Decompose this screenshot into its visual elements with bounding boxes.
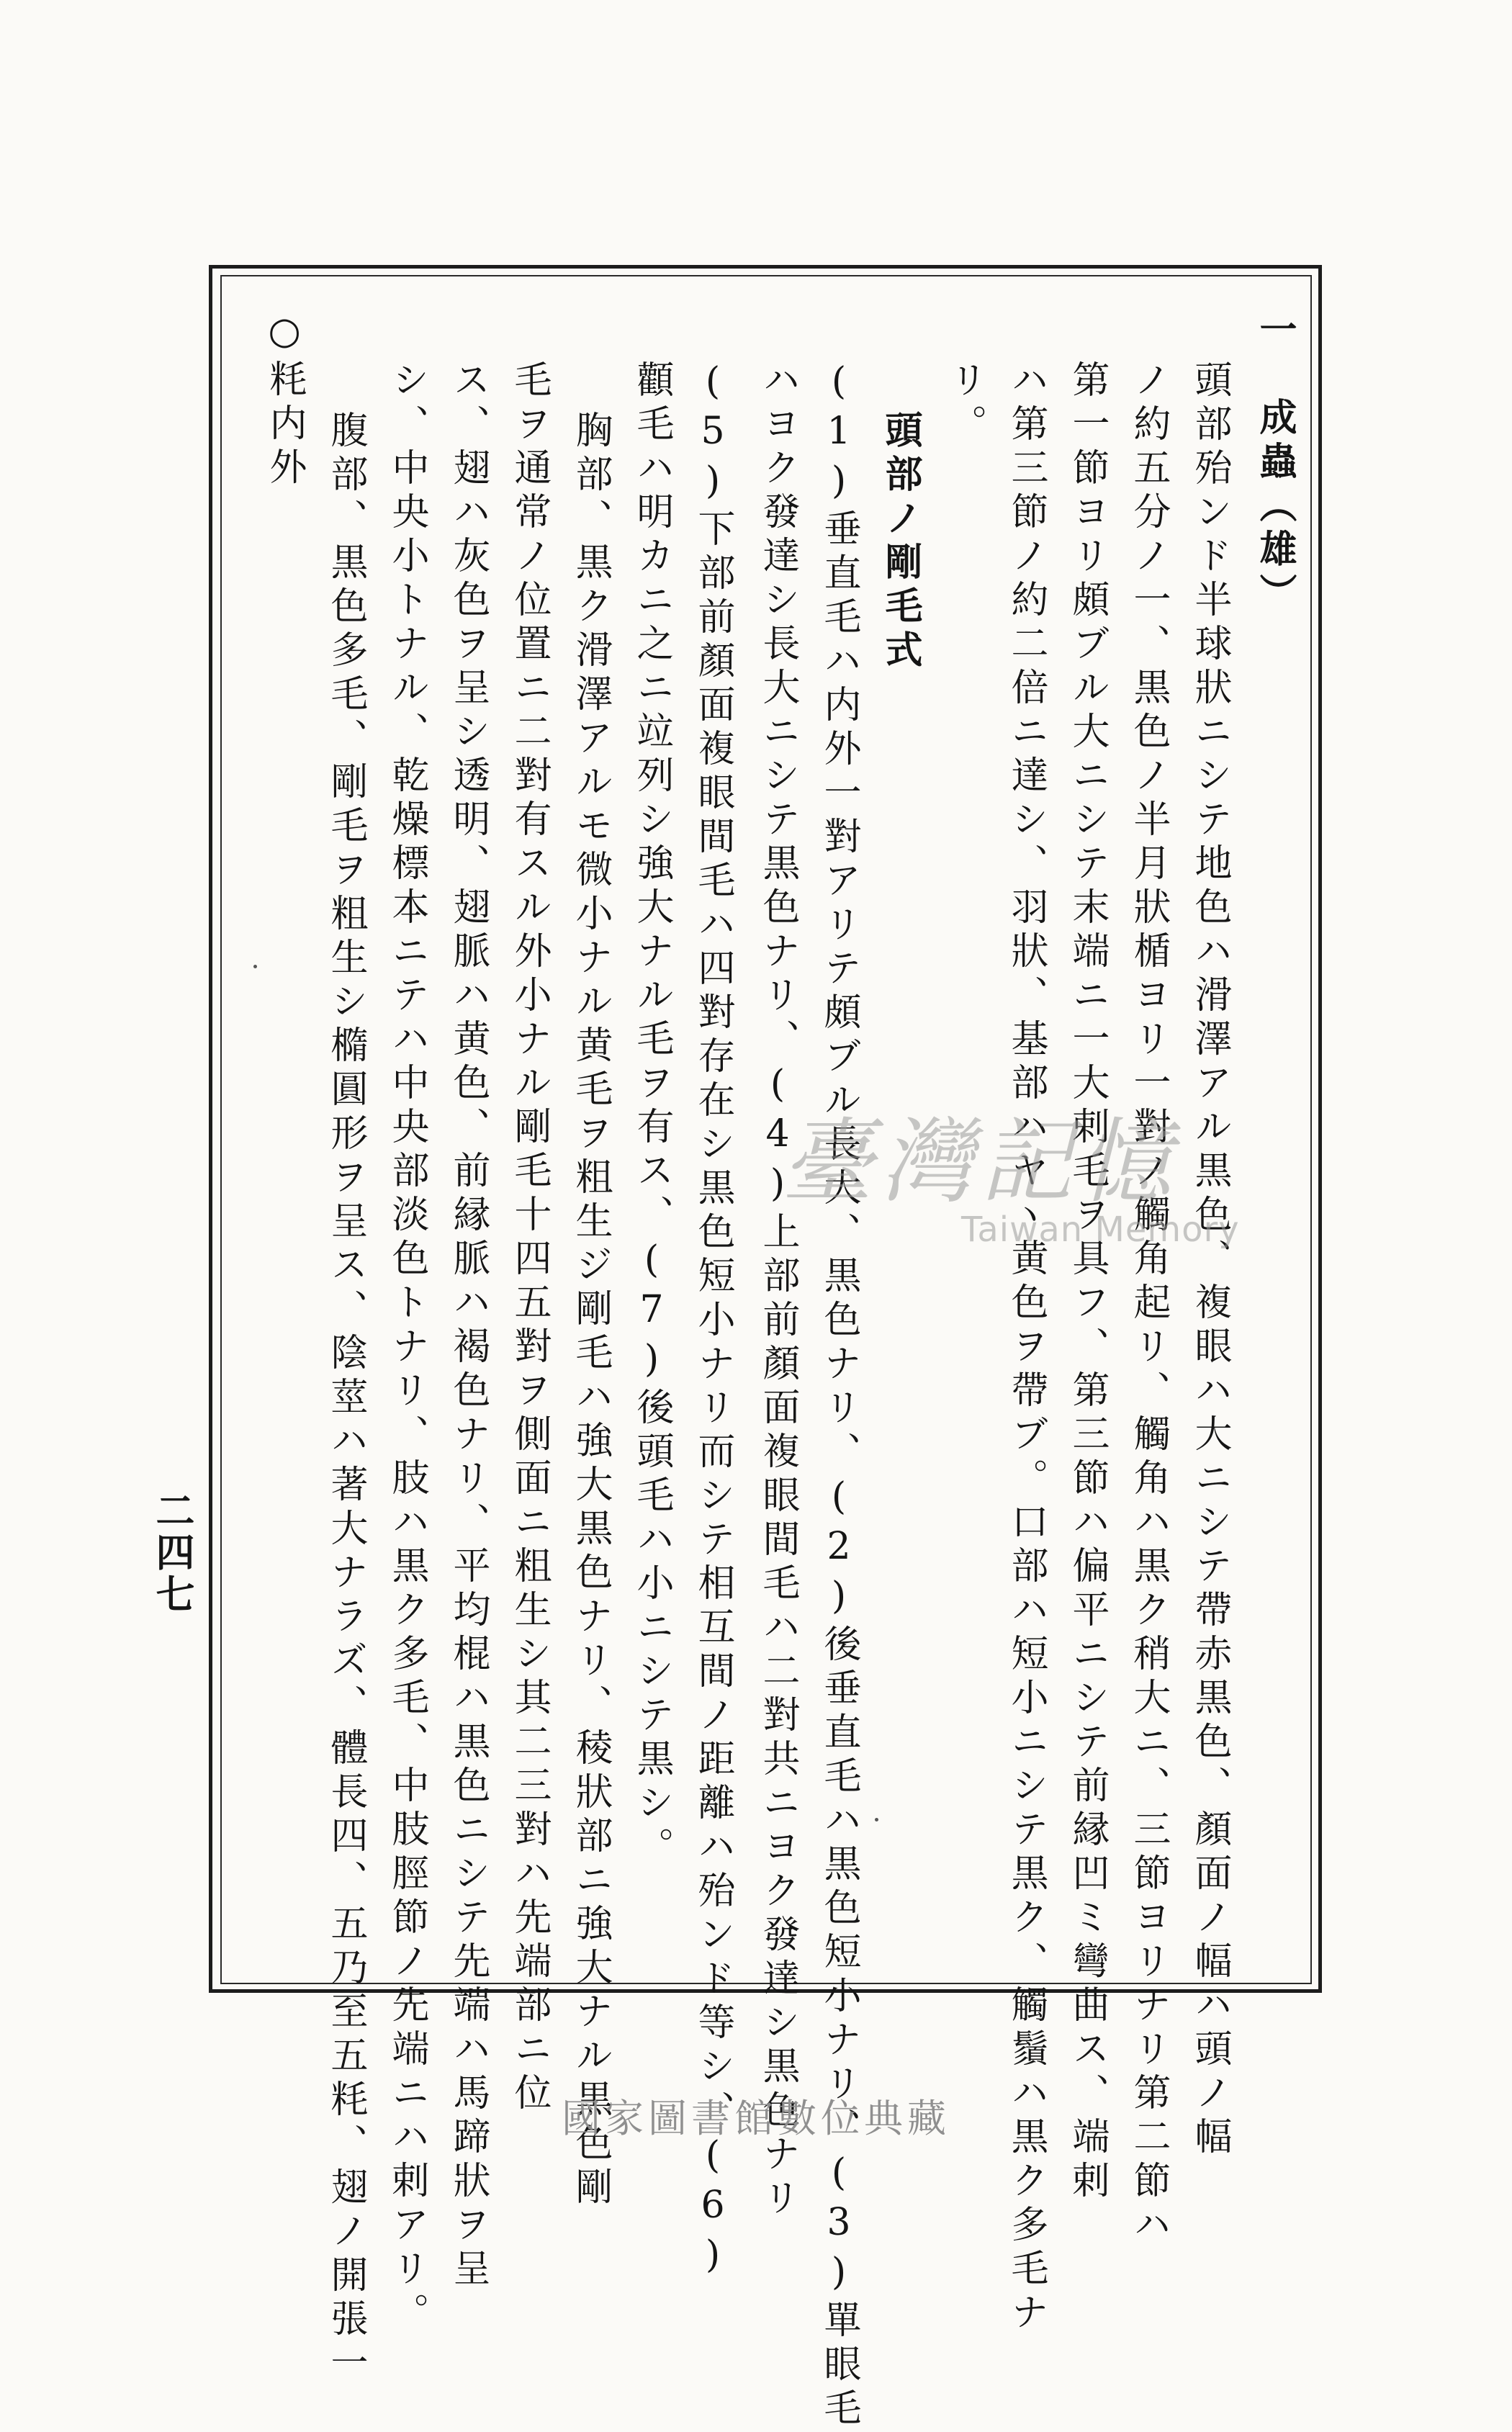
- text-column: 腹部、黒色多毛、剛毛ヲ粗生シ橢圓形ヲ呈ス、陰莖ハ著大ナラズ、體長四、五乃至五粍、翅ノ開張一: [324, 410, 367, 2387]
- scan-speck: [253, 965, 257, 968]
- text-column: 顴毛ハ明カニ之ニ竝列シ強大ナル毛ヲ有ス、(7)後頭毛ハ小ニシテ黒シ。: [630, 360, 673, 1870]
- text-column: ○粍内外: [263, 310, 306, 491]
- text-column: 一 成蟲（雄）: [1253, 310, 1297, 617]
- scan-speck: [875, 1818, 878, 1821]
- text-column: 頭部ノ剛毛式: [878, 410, 922, 674]
- footer-caption: 國家圖書館數位典藏: [562, 2096, 950, 2141]
- page-number: 二四七: [150, 1490, 196, 1616]
- text-column: 第一節ヨリ頗ブル大ニシテ末端ニ一大剌毛ヲ具フ、第三節ハ偏平ニシテ前縁凹ミ彎曲ス、端剌: [1066, 360, 1109, 2204]
- text-column: ノ約五分ノ一、黒色ノ半月狀楯ヨリ一對ノ觸角起リ、觸角ハ黒ク稍大ニ、三節ヨリナリ第二節ハ: [1127, 360, 1170, 2248]
- watermark-english: Taiwan Memory: [961, 1210, 1240, 1250]
- text-column: 毛ヲ通常ノ位置ニ二對有スル外小ナル剛毛十四五對ヲ側面ニ粗生シ其二三對ハ先端部ニ位: [508, 360, 551, 2117]
- text-column: (5)下部前顏面複眼間毛ハ四對存在シ黒色短小ナリ而シテ相互間ノ距離ハ殆ンド等シ、(6): [691, 360, 734, 2283]
- text-column: シ、中央小トナル、乾燥標本ニテハ中央部淡色トナリ、肢ハ黒ク多毛、中肢脛節ノ先端ニハ剌アリ。: [385, 360, 428, 2336]
- text-column: 頭部殆ンド半球狀ニシテ地色ハ滑澤アル黒色、複眼ハ大ニシテ帶赤黒色、顏面ノ幅ハ頭ノ幅: [1188, 360, 1231, 2161]
- text-column: リ。: [943, 360, 986, 448]
- watermark-chinese: 臺灣記憶: [781, 1109, 1179, 1216]
- text-column: ハ第三節ノ約二倍ニ達シ、羽狀、基部ハヤヽ黄色ヲ帶ブ。口部ハ短小ニシテ黒ク、觸鬚ハ黒ク多毛ナ: [1004, 360, 1048, 2336]
- text-column: ス、翅ハ灰色ヲ呈シ透明、翅脈ハ黄色、前縁脈ハ褐色ナリ、平均棍ハ黒色ニシテ先端ハ馬蹄狀ヲ呈: [446, 360, 490, 2292]
- text-column: 胸部、黒ク滑澤アルモ微小ナル黄毛ヲ粗生ジ剛毛ハ強大黒色ナリ、稜狀部ニ強大ナル黒色剛: [569, 410, 612, 2211]
- text-column: (1)垂直毛ハ内外一對アリテ頗ブル長大、黒色ナリ、(2)後垂直毛ハ黒色短小ナリ、(3)單眼毛: [817, 360, 860, 2432]
- text-column: ハヨク發達シ長大ニシテ黒色ナリ、(4)上部前顏面複眼間毛ハ二對共ニヨク發達シ黒色ナリ: [756, 360, 799, 2222]
